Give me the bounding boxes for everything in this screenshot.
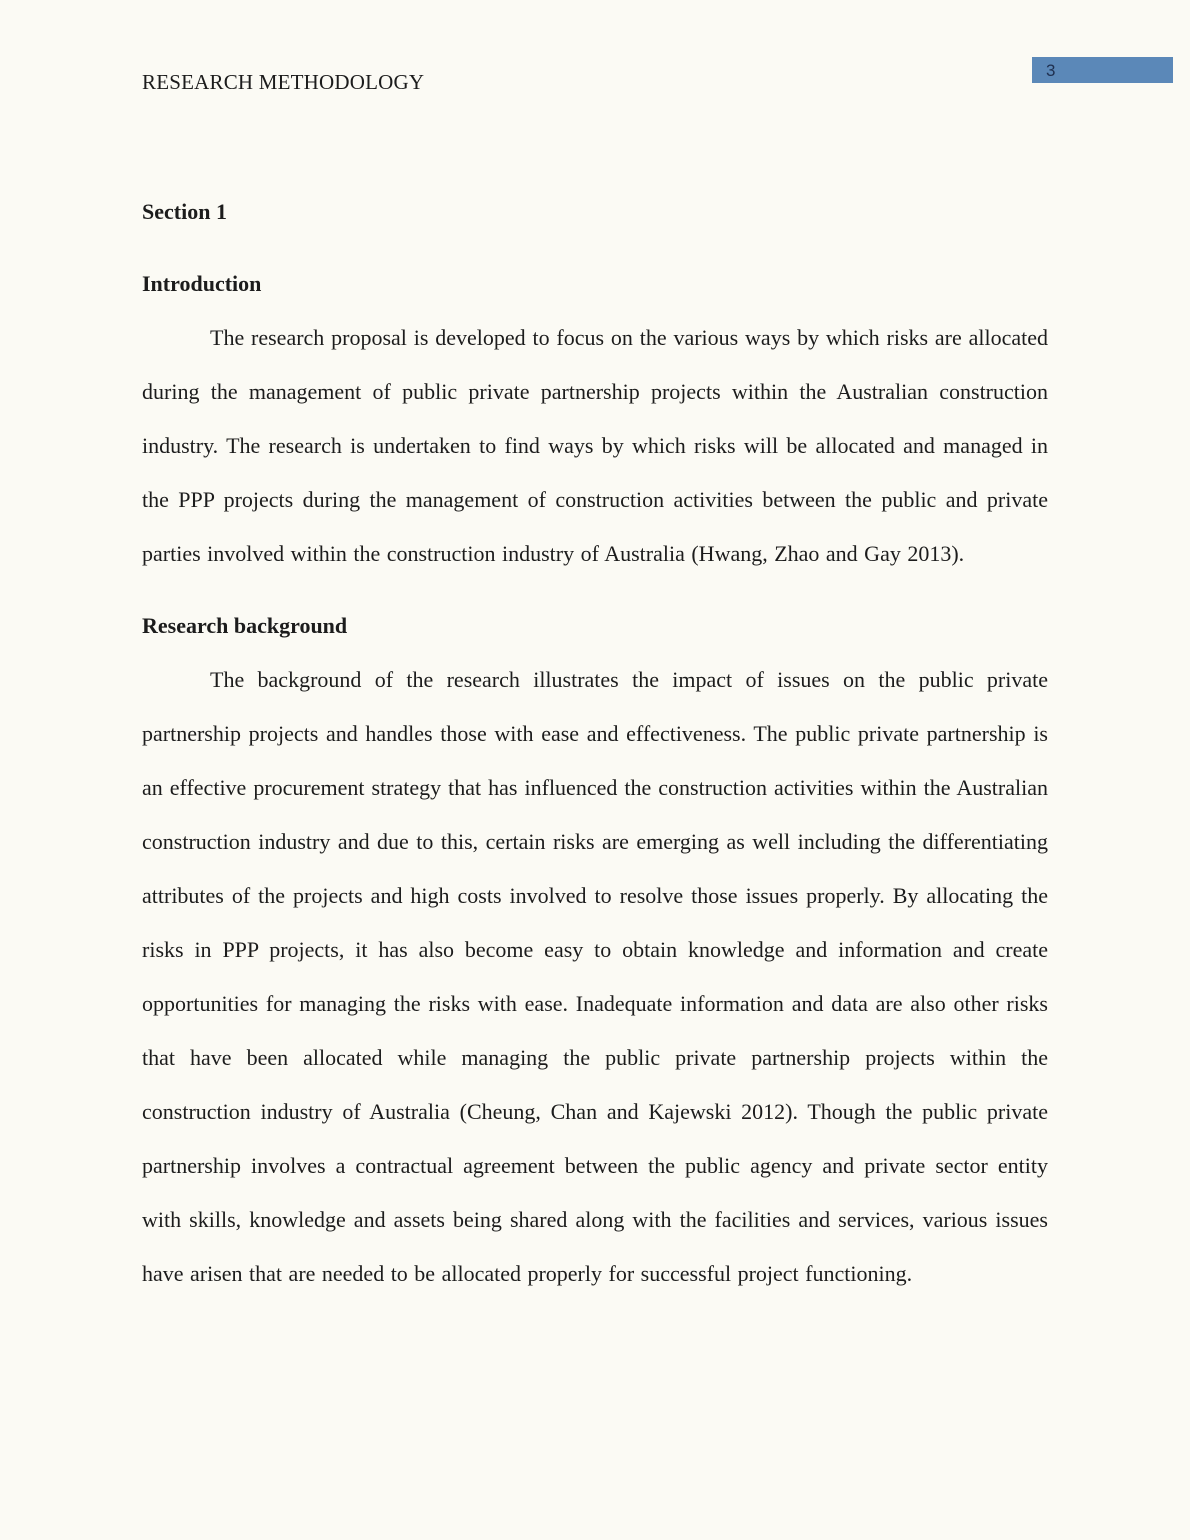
page-number-badge: [1032, 57, 1173, 83]
introduction-paragraph: The research proposal is developed to focus on the various ways by which risks are allocated during the management of public private partnership projects within the Australian construction industry. The research is undertaken to find ways by which risks will be allocated and managed in the PPP projects during the management of construction activities between the public and private parties involved within the construction industry of Australia (Hwang, Zhao and Gay 2013).: [142, 325, 1048, 566]
running-head: RESEARCH METHODOLOGY: [142, 70, 425, 94]
section-heading: Section 1: [142, 199, 227, 224]
introduction-heading: Introduction: [142, 271, 262, 296]
document-body: [142, 185, 1048, 1301]
page-number: 3: [1046, 60, 1056, 80]
research-background-paragraph: The background of the research illustrates the impact of issues on the public private partnership projects and handles those with ease and effectiveness. The public private partnership is an effective procurement strategy that has influenced the construction activities within the Australian construction industry and due to this, certain risks are emerging as well including the differentiating attributes of the projects and high costs involved to resolve those issues properly. By allocating the risks in PPP projects, it has also become easy to obtain knowledge and information and create opportunities for managing the risks with ease. Inadequate information and data are also other risks that have been allocated while managing the public private partnership projects within the construction industry of Australia (Cheung, Chan and Kajewski 2012). Though the public private partnership involves a contractual agreement between the public agency and private sector entity with skills, knowledge and assets being shared along with the facilities and services, various issues have arisen that are needed to be allocated properly for successful project functioning.: [142, 667, 1048, 1286]
research-background-heading: Research background: [142, 613, 348, 638]
